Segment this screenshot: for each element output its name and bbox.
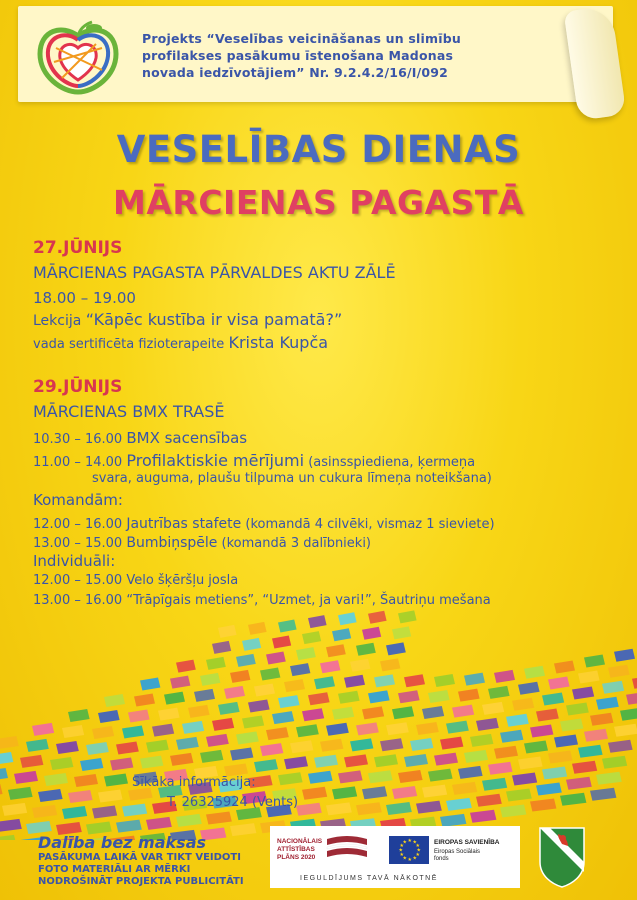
team-time: 12.00 – 16.00 [33,517,127,532]
mosaic-tile [32,805,57,818]
mosaic-tile [338,691,360,704]
mosaic-tile [524,666,545,679]
teams-heading: Komandām: [33,491,123,509]
mosaic-tile [392,786,417,799]
item-note: (asinsspiediena, ķermeņa [304,455,476,470]
mosaic-tile [146,817,172,830]
mosaic-tile [296,803,322,816]
mosaic-tile [254,759,278,772]
mosaic-tile [368,611,387,624]
mosaic-tile [338,770,363,783]
latvia-flag-icon [325,835,369,861]
mosaic-tile [200,673,220,686]
mosaic-tile [344,754,368,767]
mosaic-tile [374,754,398,767]
team-item [33,513,495,532]
mosaic-tile [596,772,622,785]
mosaic-tile [212,641,231,654]
mosaic-tile [0,819,22,832]
mosaic-tile [68,790,93,803]
mosaic-tile [200,750,223,763]
mosaic-tile [320,660,340,673]
mosaic-tile [500,730,523,743]
mosaic-tile [104,773,128,786]
mosaic-tile [302,631,321,644]
mosaic-tile [218,702,240,715]
mosaic-tile [248,622,267,635]
investment-slogan: IEGULDĪJUMS TAVĀ NĀKOTNĒ [300,875,438,882]
mosaic-tile [488,762,513,775]
mosaic-tile [296,724,319,737]
nap-line-3: PLĀNS 2020 [277,854,316,861]
mosaic-tile [98,710,120,723]
mosaic-tile [500,804,526,817]
mosaic-tile [0,752,13,765]
team-name: Bumbiņspēle [126,535,218,551]
lecture-prefix: Lekcija [33,313,86,329]
mosaic-tile [206,734,229,747]
mosaic-tile [368,690,390,703]
mosaic-tile [326,723,349,736]
mosaic-tile [404,674,425,687]
svg-text:★: ★ [412,855,417,862]
mosaic-tile [356,802,382,815]
mosaic-tile [176,814,202,827]
item-time: 10.30 – 16.00 [33,432,127,447]
team-note: (komandā 4 cilvēki, vismaz 1 sieviete) [241,517,495,532]
mosaic-tile [398,690,420,703]
mosaic-tile [620,708,637,721]
mosaic-tile [32,723,54,736]
mosaic-tile [530,724,553,737]
sub-title: MĀRCIENAS PAGASTĀ [113,183,524,222]
svg-text:★: ★ [402,855,407,862]
mosaic-tile [314,755,338,768]
header-line-3: novada iedzīvotājiem” Nr. 9.2.4.2/16/I/092 [142,65,449,80]
mosaic-tile [170,676,190,689]
mosaic-tile [0,784,3,797]
mosaic-tile [380,658,400,671]
mosaic-tile [188,705,210,718]
mosaic-tile [242,715,264,728]
esf-label [434,849,480,863]
mosaic-tile [458,689,480,702]
mosaic-tile [416,722,439,735]
main-title: VESELĪBAS DIENAS [116,128,521,171]
mosaic-tile [512,698,534,711]
mosaic-tile [212,718,234,731]
day1-time: 18.00 – 19.00 [33,289,136,307]
mosaic-tile [152,724,174,737]
free-participation: Dalība bez maksas [38,833,207,852]
individuals-heading: Individuāli: [33,552,116,570]
mosaic-tile [464,750,488,763]
mosaic-tile [572,687,594,700]
mosaic-tile [332,628,351,641]
mosaic-tile [596,697,619,710]
mosaic-tile [518,682,540,695]
mosaic-tile [398,610,417,623]
mosaic-tile [512,772,537,785]
mosaic-tile [536,783,562,796]
svg-text:★: ★ [407,857,412,863]
mosaic-tile [0,736,19,749]
mosaic-tile [332,707,354,720]
mosaic-tile [362,706,384,719]
apple-heart-logo [32,18,124,98]
mosaic-tile [278,772,303,785]
mosaic-tile [560,719,583,732]
mosaic-tile [62,806,87,819]
day1-date: 27.JŪNIJS [33,238,123,258]
mosaic-tile [554,735,578,748]
photo-note-3: NODROŠINĀT PROJEKTA PUBLICITĀTI [38,876,244,887]
mosaic-tile [332,786,357,799]
mosaic-tile [434,753,458,766]
mosaic-tile [560,793,586,806]
mosaic-tile [278,695,300,708]
mosaic-tile [422,706,444,719]
mosaic-tile [266,651,286,664]
mosaic-tile [236,731,259,744]
mosaic-tile [410,738,433,751]
mosaic-tile [254,683,275,696]
mosaic-tile [350,738,373,751]
svg-text:★: ★ [415,852,420,858]
mosaic-tile [356,722,379,735]
mosaic-tile [248,699,270,712]
mosaic-tile [440,814,466,827]
mosaic-tile [146,740,169,753]
mosaic-tile [470,810,496,823]
mosaic-tile [386,642,406,655]
mosaic-tile [230,747,253,760]
mosaic-tile [122,725,144,738]
mosaic-tile [116,741,139,754]
mosaic-tile [2,803,27,816]
nap-line-1: NACIONĀLAIS [277,838,323,845]
individual-item: 12.00 – 15.00 Velo šķēršļu josla [33,573,239,588]
mosaic-tile [320,739,343,752]
project-header [142,30,552,81]
mosaic-tile [260,667,280,680]
svg-text:★: ★ [412,839,417,846]
team-time: 13.00 – 15.00 [33,536,127,551]
mosaic-tile [98,789,123,802]
mosaic-tile [236,654,256,667]
mosaic-tile [116,820,142,833]
mosaic-tile [8,787,33,800]
mosaic-tile [92,805,117,818]
mosaic-tile [584,729,608,742]
svg-text:★: ★ [416,847,421,854]
mosaic-tile [0,768,8,781]
header-line-2: profilakses pasākumu īstenošana Madonas [142,48,454,63]
day1-lead [33,333,328,352]
mosaic-tile [272,635,291,648]
mosaic-tile [548,676,570,689]
mosaic-tile [224,686,245,699]
mosaic-tile [260,743,283,756]
mosaic-tile [14,771,38,784]
mosaic-tile [206,811,232,824]
mosaic-tile [302,787,327,800]
svg-text:★: ★ [399,843,404,849]
mosaic-tile [368,770,393,783]
mosaic-tile [416,801,442,814]
mosaic-tile [38,789,63,802]
mosaic-tile [428,690,450,703]
mosaic-tile [308,615,327,628]
mosaic-tile [494,670,515,683]
mosaic-tile [176,660,196,673]
mosaic-tile [242,638,261,651]
mosaic-tile [218,625,237,638]
contact-label: Sīkāka informācija: [132,775,256,790]
mosaic-tile [614,724,637,737]
header-line-1: Projekts “Veselības veicināšanas un slimību [142,31,461,46]
mosaic-tile [392,706,414,719]
team-name: Jautrības stafete [126,516,242,532]
mosaic-tile [392,626,411,639]
mosaic-tile [578,671,600,684]
mosaic-tile [20,755,43,768]
mosaic-tile [326,644,346,657]
mosaic-tile [590,713,613,726]
mosaic-tile [26,739,49,752]
individual-item: 13.00 – 16.00 “Trāpīgais metiens”, “Uzmet, ja vari!”, Šautriņu mešana [33,593,491,608]
mosaic-tile [602,681,624,694]
mosaic-tile [578,745,603,758]
item-name: Profilaktiskie mērījumi [126,451,305,470]
svg-text:★: ★ [402,839,407,846]
mosaic-tile [446,798,472,811]
mosaic-tile [122,804,147,817]
mosaic-tile [350,659,370,672]
contact-phone: T. 26325924 (Vents) [167,795,299,810]
mosaic-tile [206,657,226,670]
mosaic-tile [476,718,499,731]
mosaic-tile [398,770,423,783]
mosaic-tile [164,692,185,705]
svg-text:★: ★ [407,838,412,844]
mosaic-tile [530,799,556,812]
mosaic-tile [362,786,387,799]
mosaic-tile [338,612,357,625]
mosaic-tile [482,702,504,715]
mosaic-tile [284,756,308,769]
esf-line-1: Eiropas Sociālais [434,849,481,855]
mosaic-tile [308,771,333,784]
mosaic-tile [506,714,529,727]
mosaic-tile [608,740,633,753]
mosaic-tile [68,709,90,722]
mosaic-tile [134,693,155,706]
mosaic-tile [158,708,180,721]
mosaic-tile [356,643,376,656]
mosaic-tile [170,753,193,766]
mosaic-tile [614,649,635,662]
mosaic-tile [632,676,637,689]
mosaic-tile [428,769,453,782]
mosaic-tile [542,692,564,705]
mosaic-tile [590,788,616,801]
mosaic-tile [194,689,215,702]
item-name: BMX sacensības [126,429,248,447]
team-item [33,532,371,551]
mosaic-tile [104,694,125,707]
lead-name: Krista Kupča [228,333,329,352]
mosaic-tile [74,774,98,787]
mosaic-tile [470,734,493,747]
mosaic-tile [542,767,567,780]
eu-flag-icon [389,836,429,864]
mosaic-tile [230,823,256,836]
mosaic-tile [572,761,597,774]
mosaic-tile [566,703,589,716]
mosaic-tile [386,802,412,815]
day2-venue: MĀRCIENAS BMX TRASĒ [33,402,225,421]
lead-prefix: vada sertificēta fizioterapeite [33,337,229,352]
mosaic-tile [506,788,532,801]
svg-text:★: ★ [398,847,403,854]
mosaic-tile [278,619,297,632]
mosaic-tile [308,692,330,705]
svg-text:★: ★ [415,843,420,849]
day2-item-note-cont: svara, auguma, plaušu tilpuma un cukura līmeņa noteikšana) [92,471,492,486]
mosaic-tile [452,705,474,718]
mosaic-tile [404,754,428,767]
mosaic-tile [92,726,114,739]
mosaic-tile [452,782,477,795]
mosaic-tile [476,794,502,807]
mosaic-tile [86,742,109,755]
mosaic-tile [362,627,381,640]
photo-note-1: PASĀKUMA LAIKĀ VAR TIKT VEIDOTI [38,852,241,863]
day1-lecture [33,310,342,329]
mosaic-tile [524,740,548,753]
mosaic-tile [488,686,510,699]
mosaic-tile [344,675,365,688]
mosaic-tile [482,778,507,791]
mosaic-tile [272,711,294,724]
mosaic-tile [602,756,627,769]
nap-logo-text [277,838,322,862]
mosaic-tile [140,677,160,690]
day2-item [33,451,475,470]
mosaic-tile [176,737,199,750]
mosaic-tile [464,673,485,686]
mosaic-tile [266,727,289,740]
svg-text:★: ★ [399,852,404,858]
mosaic-tile [182,721,204,734]
mosaic-tile [446,721,469,734]
mosaic-tile [290,740,313,753]
mosaic-tile [554,660,575,673]
mosaic-tile [518,756,543,769]
esf-line-2: fonds [434,856,449,862]
item-time: 11.00 – 14.00 [33,455,127,470]
mosaic-tile [422,785,447,798]
mosaic-tile [386,722,409,735]
photo-note-2: FOTO MATERIĀLI AR MĒRKI [38,864,191,875]
eu-label: EIROPAS SAVIENĪBA [434,839,500,846]
lecture-title: “Kāpēc kustība ir visa pamatā?” [85,310,343,329]
mosaic-tile [44,773,68,786]
mosaic-tile [626,692,637,705]
mosaic-tile [230,670,250,683]
mosaic-tile [62,725,84,738]
mosaic-tile [290,663,310,676]
mosaic-tile [314,676,335,689]
mosaic-tile [50,757,73,770]
mosaic-tile [110,757,133,770]
mosaic-tile [296,647,316,660]
mosaic-tile [0,835,16,840]
mosaic-tile [380,738,403,751]
paper-curl [564,5,627,121]
day2-date: 29.JŪNIJS [33,377,123,397]
mosaic-tile [494,746,518,759]
madona-coat-of-arms-icon [538,826,586,888]
mosaic-tile [374,674,395,687]
mosaic-tile [302,708,324,721]
nap-line-2: ATTĪSTĪBAS [277,846,315,853]
mosaic-tile [536,708,559,721]
team-note: (komandā 3 dalībnieki) [217,536,372,551]
mosaic-tile [326,802,352,815]
mosaic-tile [80,758,103,771]
mosaic-tile [128,709,150,722]
mosaic-tile [548,751,573,764]
mosaic-tile [56,741,79,754]
mosaic-tile [284,679,305,692]
mosaic-tile [608,665,630,678]
mosaic-tile [140,756,163,769]
color-mosaic [0,600,637,840]
day1-venue: MĀRCIENAS PAGASTA PĀRVALDES AKTU ZĀLĒ [33,263,396,282]
mosaic-tile [566,777,592,790]
mosaic-tile [434,674,455,687]
mosaic-tile [584,655,605,668]
mosaic-tile [458,766,483,779]
mosaic-tile [440,737,463,750]
day2-item [33,428,247,447]
